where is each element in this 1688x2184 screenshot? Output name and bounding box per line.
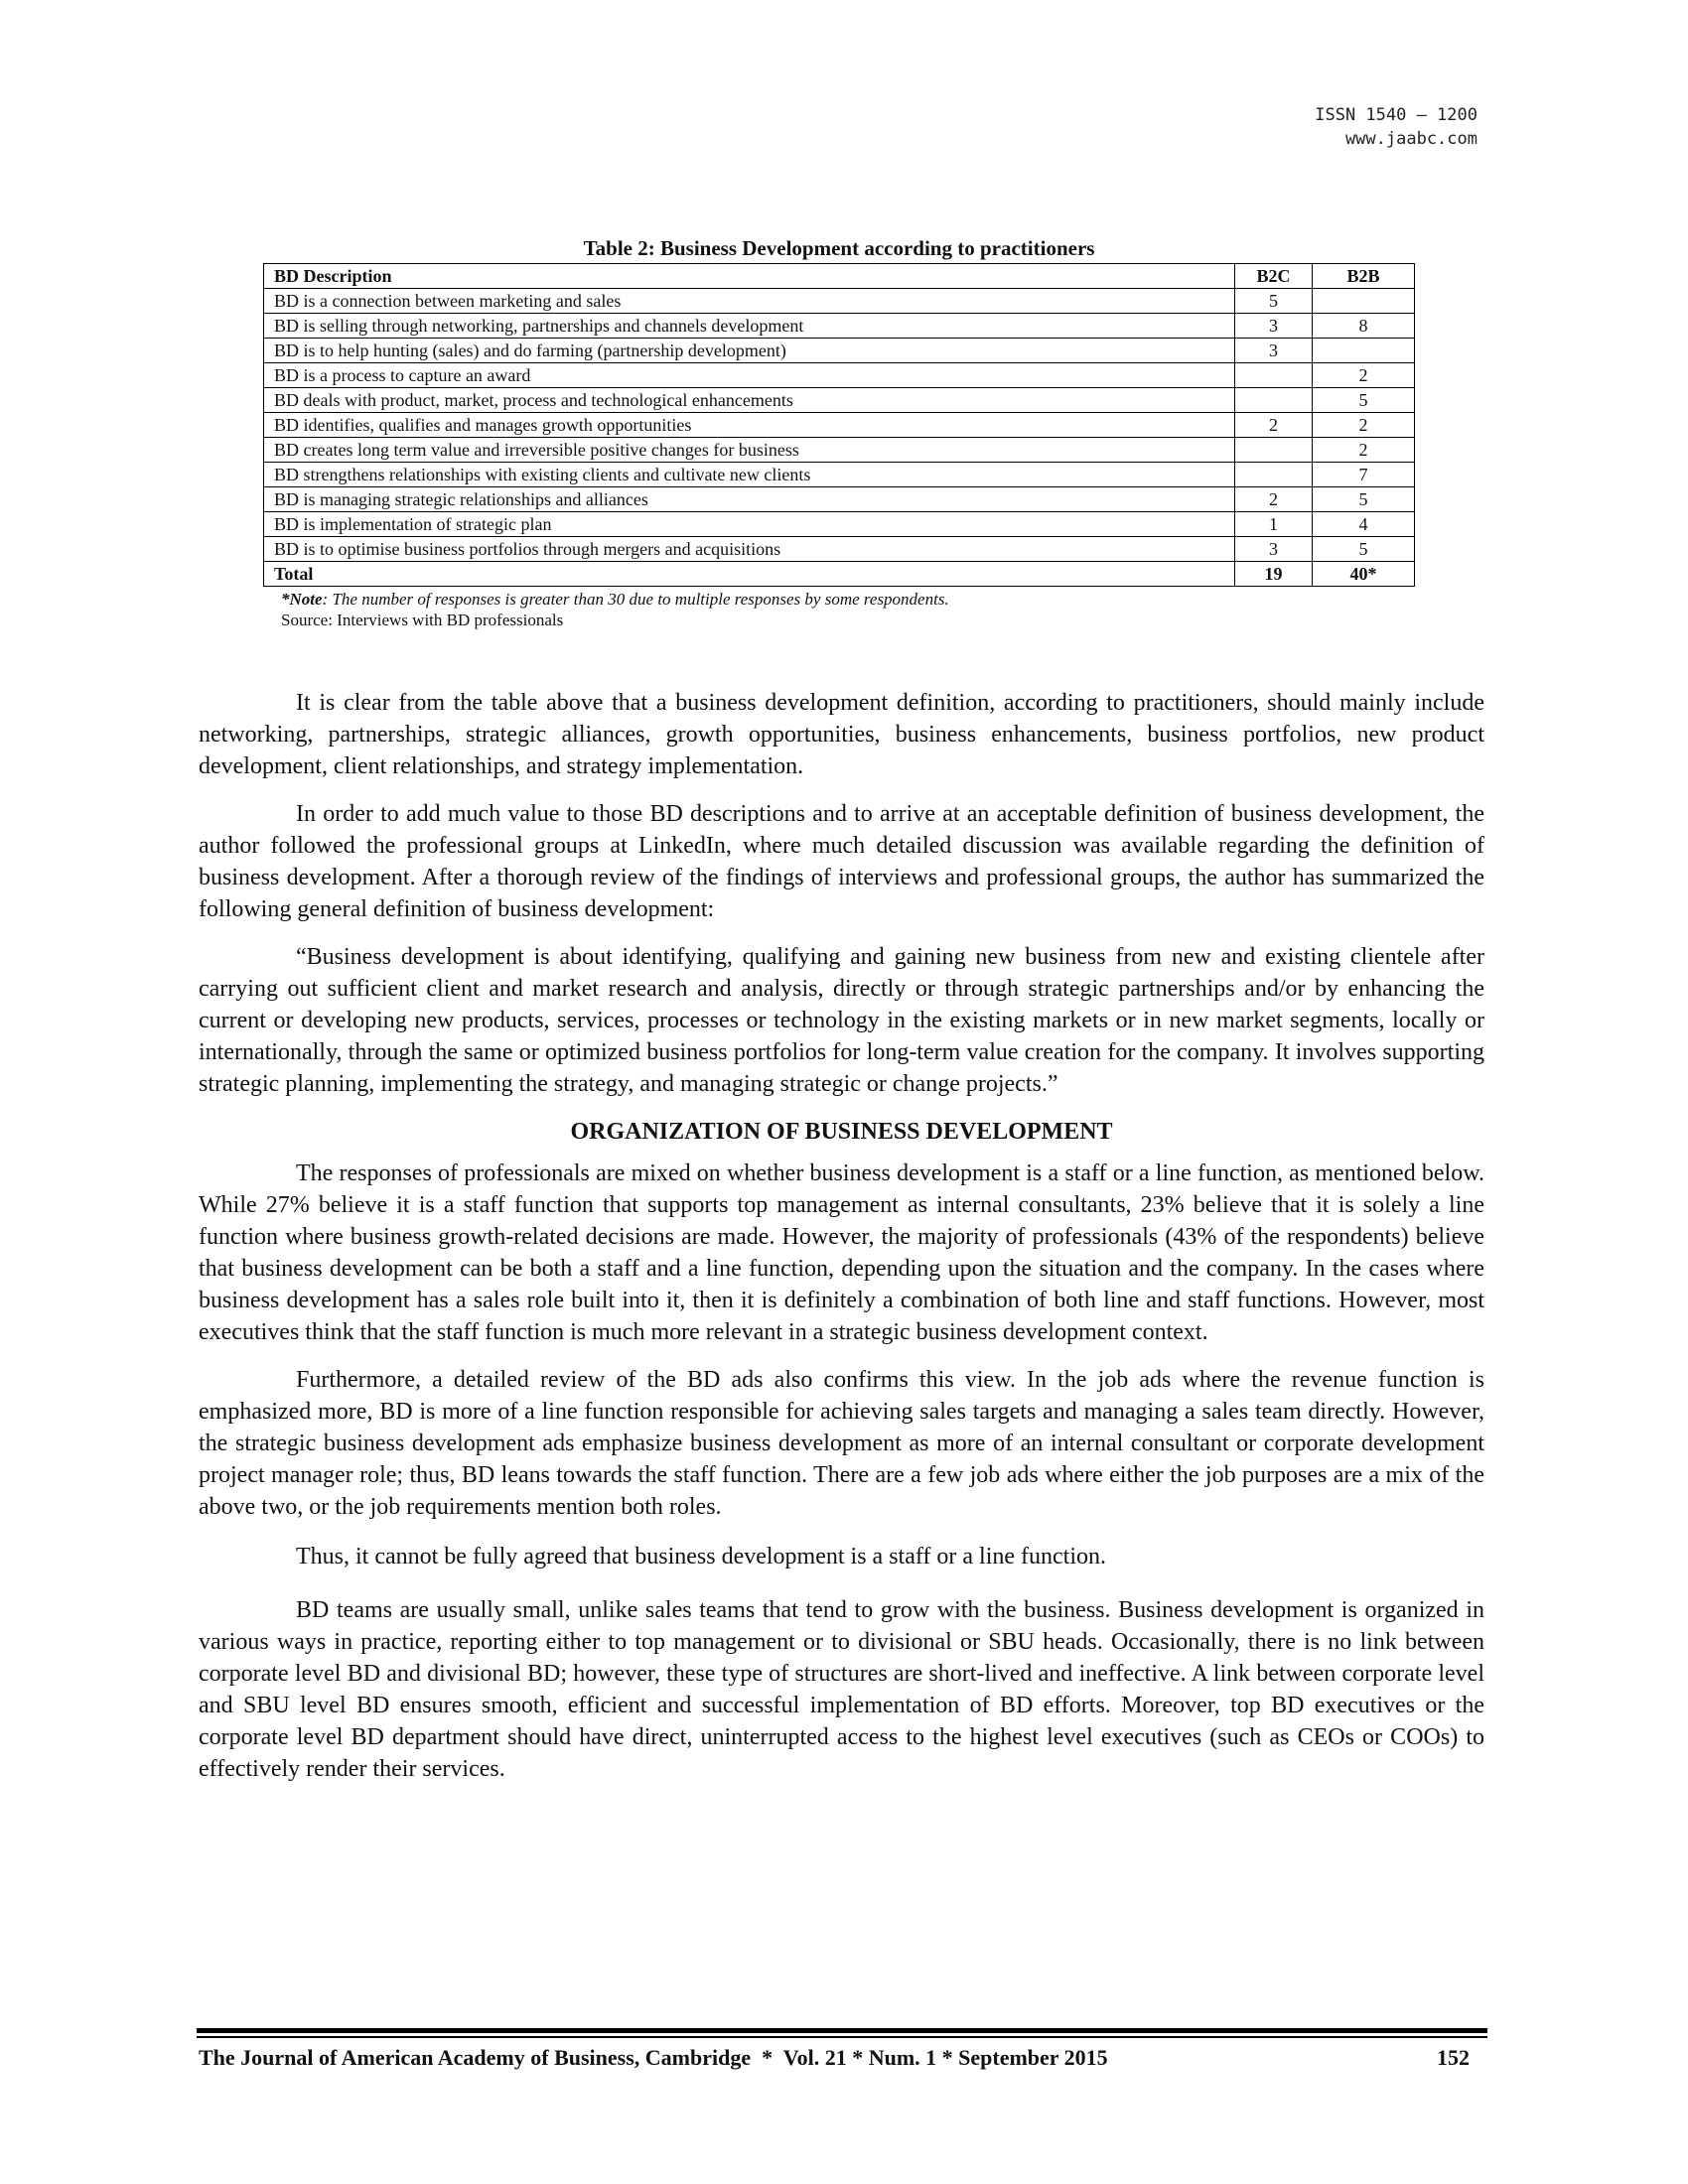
cell-b2b: 5 xyxy=(1313,388,1415,413)
article-body xyxy=(199,687,1484,1801)
cell-total-b2b: 40* xyxy=(1313,562,1415,587)
cell-b2c: 2 xyxy=(1235,487,1313,512)
cell-b2c: 3 xyxy=(1235,339,1313,363)
cell-b2b: 2 xyxy=(1313,363,1415,388)
table-total-row xyxy=(264,562,1415,587)
table-title: Table 2: Business Development according to practitioners xyxy=(583,236,1095,260)
issn-text: ISSN 1540 – 1200 xyxy=(1315,105,1477,125)
col-header-description: BD Description xyxy=(264,264,1235,289)
table-row xyxy=(264,339,1415,363)
cell-b2b: 2 xyxy=(1313,438,1415,463)
table-2 xyxy=(263,236,1415,630)
cell-b2b: 5 xyxy=(1313,487,1415,512)
cell-description: BD strengthens relationships with existing clients and cultivate new clients xyxy=(264,463,1235,487)
table-header-row xyxy=(264,264,1415,289)
paragraph-6: Thus, it cannot be fully agreed that business development is a staff or a line function. xyxy=(296,1544,1107,1570)
table-row xyxy=(264,289,1415,314)
table-row xyxy=(264,413,1415,438)
cell-b2c: 2 xyxy=(1235,413,1313,438)
table-row xyxy=(264,463,1415,487)
table-source: Source: Interviews with BD professionals xyxy=(281,611,564,629)
table-note xyxy=(281,589,1415,610)
cell-b2c: 3 xyxy=(1235,314,1313,339)
paragraph-2: In order to add much value to those BD descriptions and to arrive at an acceptable definition of business development, the author followed the professional groups at LinkedIn, where much detailed discussion was available regarding the definition of business development. After a thorough review of the findings of interviews and professional groups, the author has summarized the following general definition of business development: xyxy=(199,801,1484,922)
cell-description: BD is to optimise business portfolios through mergers and acquisitions xyxy=(264,537,1235,562)
col-header-b2c: B2C xyxy=(1235,264,1313,289)
cell-b2c xyxy=(1235,438,1313,463)
section-heading: ORGANIZATION OF BUSINESS DEVELOPMENT xyxy=(570,1119,1113,1145)
table-row xyxy=(264,314,1415,339)
table-row xyxy=(264,537,1415,562)
table-row xyxy=(264,363,1415,388)
paragraph-1: It is clear from the table above that a business development definition, according to practitioners, should mainly include networking, partnerships, strategic alliances, growth opportunities, business enhancements, business portfolios, new product development, client relationships, and strategy implementation. xyxy=(199,690,1484,779)
cell-b2b: 7 xyxy=(1313,463,1415,487)
cell-b2c: 3 xyxy=(1235,537,1313,562)
footer-rule-thin xyxy=(197,2036,1487,2038)
cell-b2b: 2 xyxy=(1313,413,1415,438)
paragraph-4: The responses of professionals are mixed on whether business development is a staff or a line function, as mentioned below. While 27% believe it is a staff function that supports top management as internal consultants, 23% believe that it is solely a line function where business growth-related decisions are made. However, the majority of professionals (43% of the respondents) believe that business development can be both a staff and a line function, depending upon the situation and the company. In the cases where business development has a sales role built into it, then it is definitely a combination of both line and staff functions. However, most executives think that the staff function is much more relevant in a strategic business development context. xyxy=(199,1160,1484,1345)
table-row xyxy=(264,388,1415,413)
running-footer xyxy=(199,2045,1470,2071)
cell-description: BD creates long term value and irreversible positive changes for business xyxy=(264,438,1235,463)
running-header xyxy=(1315,103,1477,151)
cell-description: BD is to help hunting (sales) and do farming (partnership development) xyxy=(264,339,1235,363)
table-row xyxy=(264,512,1415,537)
cell-description: BD deals with product, market, process and technological enhancements xyxy=(264,388,1235,413)
table-row xyxy=(264,487,1415,512)
cell-b2b xyxy=(1313,339,1415,363)
cell-b2c: 5 xyxy=(1235,289,1313,314)
cell-b2b: 5 xyxy=(1313,537,1415,562)
cell-b2b xyxy=(1313,289,1415,314)
paragraph-5: Furthermore, a detailed review of the BD ads also confirms this view. In the job ads where the revenue function is emphasized more, BD is more of a line function responsible for achieving sales targets and managing a sales team directly. However, the strategic business development ads emphasize business development as more of an internal consultant or corporate development project manager role; thus, BD leans towards the staff function. There are a few job ads where either the job purposes are a mix of the above two, or the job requirements mention both roles. xyxy=(199,1367,1484,1520)
cell-b2c xyxy=(1235,363,1313,388)
cell-b2c: 1 xyxy=(1235,512,1313,537)
website-text: www.jaabc.com xyxy=(1344,129,1477,149)
cell-description: BD is a connection between marketing and sales xyxy=(264,289,1235,314)
note-label: *Note xyxy=(281,590,323,609)
paragraph-7: BD teams are usually small, unlike sales teams that tend to grow with the business. Business development is organized in various ways in practice, reporting either to top management or to divisional or SBU heads. Occasionally, there is no link between corporate level BD and divisional BD; however, these type of structures are short-lived and ineffective. A link between corporate level and SBU level BD ensures smooth, efficient and successful implementation of BD efforts. Moreover, top BD executives or the corporate level BD department should have direct, uninterrupted access to the highest level executives (such as CEOs or COOs) to effectively render their services. xyxy=(199,1597,1484,1782)
footer-journal: The Journal of American Academy of Business, Cambridge * Vol. 21 * Num. 1 * September 2015 xyxy=(199,2045,1108,2070)
cell-total-label: Total xyxy=(264,562,1235,587)
cell-total-b2c: 19 xyxy=(1235,562,1313,587)
bd-table xyxy=(263,263,1415,587)
cell-description: BD is a process to capture an award xyxy=(264,363,1235,388)
cell-description: BD identifies, qualifies and manages growth opportunities xyxy=(264,413,1235,438)
cell-description: BD is selling through networking, partnerships and channels development xyxy=(264,314,1235,339)
cell-b2c xyxy=(1235,388,1313,413)
cell-description: BD is managing strategic relationships and alliances xyxy=(264,487,1235,512)
cell-b2b: 8 xyxy=(1313,314,1415,339)
col-header-b2b: B2B xyxy=(1313,264,1415,289)
cell-description: BD is implementation of strategic plan xyxy=(264,512,1235,537)
footer-rule-thick xyxy=(197,2028,1487,2033)
cell-b2c xyxy=(1235,463,1313,487)
page-number: 152 xyxy=(1437,2045,1470,2070)
paragraph-definition-quote: “Business development is about identifying, qualifying and gaining new business from new and existing clientele after carrying out sufficient client and market research and analysis, directly or through strategic partnerships and/or by enhancing the current or developing new products, services, processes or technology in the existing markets or in new market segments, locally or internationally, through the same or optimized business portfolios for long-term value creation for the company. It involves supporting strategic planning, implementing the strategy, and managing strategic or change projects.” xyxy=(199,944,1484,1097)
cell-b2b: 4 xyxy=(1313,512,1415,537)
table-row xyxy=(264,438,1415,463)
note-text: : The number of responses is greater than 30 due to multiple responses by some respondents. xyxy=(322,590,949,609)
